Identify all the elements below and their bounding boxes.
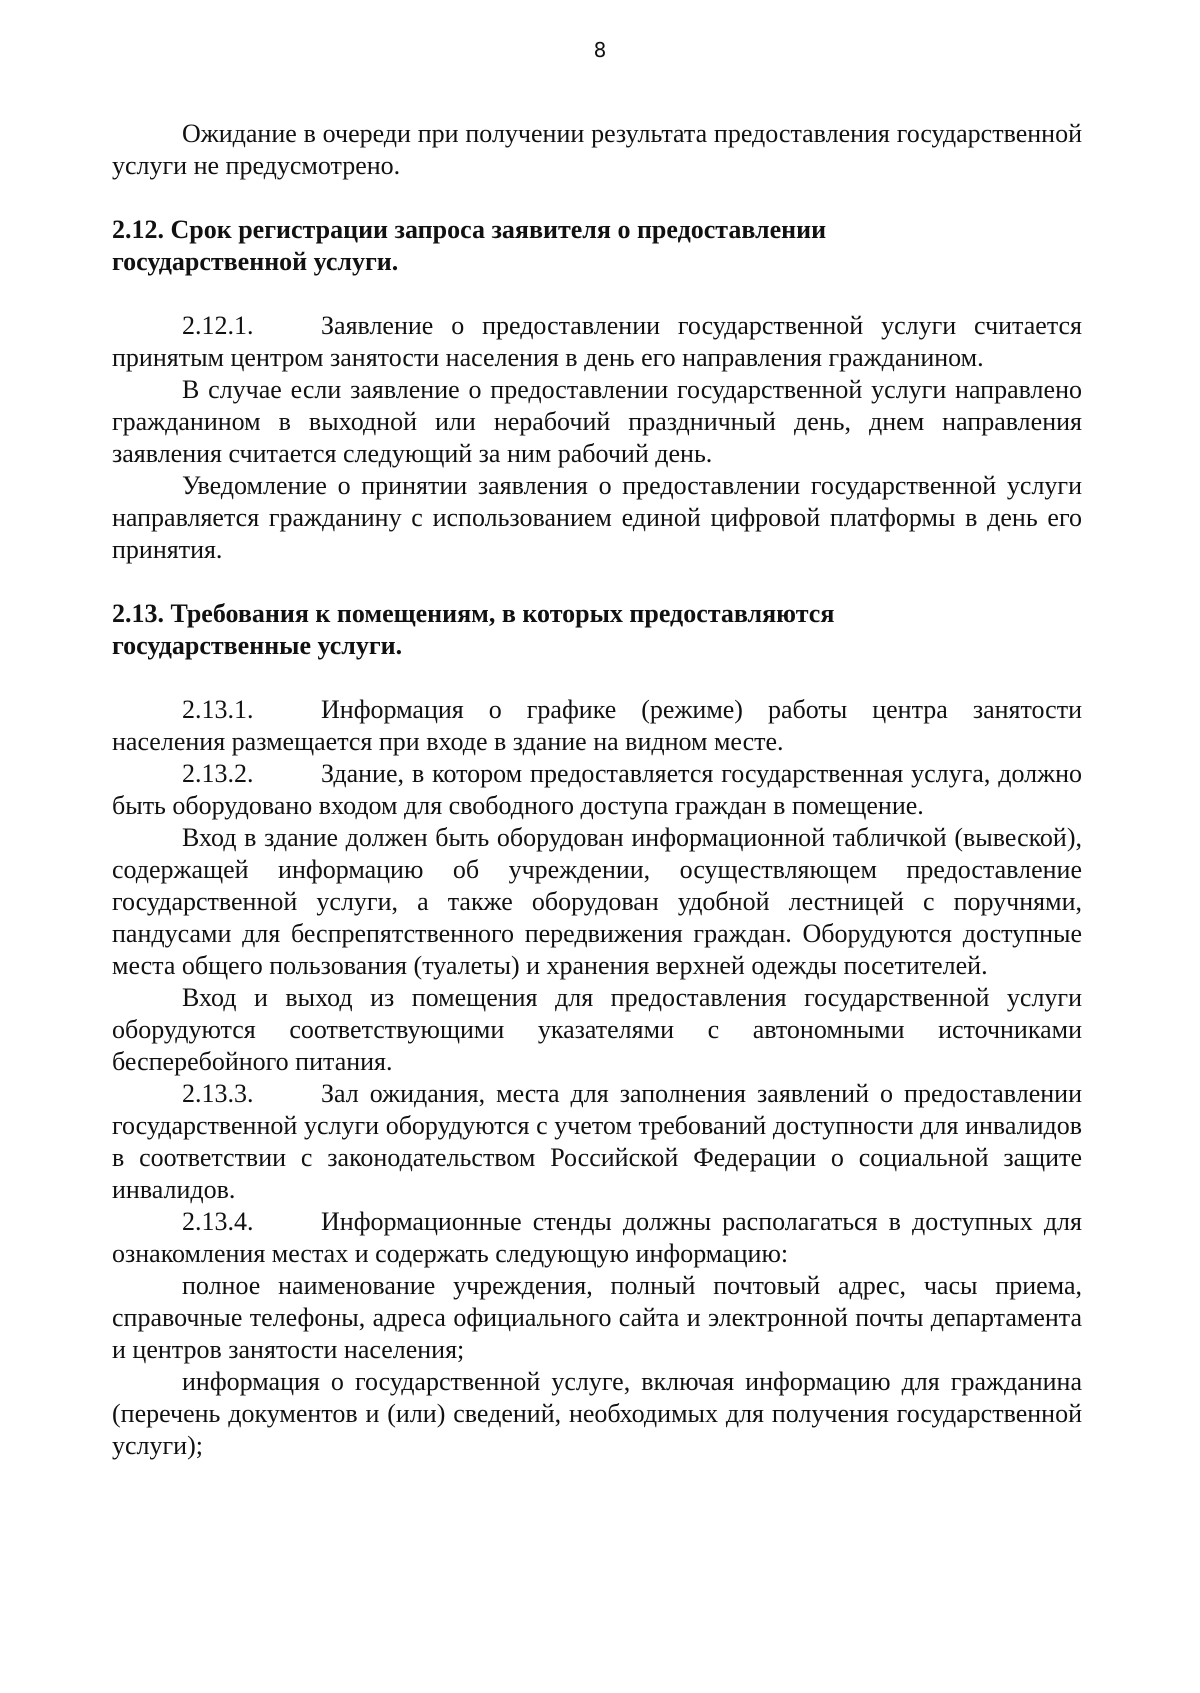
paragraph-service-info: информация о государственной услуге, включая информацию для гражданина (перечень документов и (или) сведений, необходимых для получения государственной услуги); — [112, 1367, 1082, 1460]
paragraph-notification: Уведомление о принятии заявления о предоставлении государственной услуги направляется гражданину с использованием единой цифровой платформы в день его принятия. — [112, 471, 1082, 564]
clause-number: 2.13.1. — [182, 695, 254, 724]
paragraph-entrance-exit: Вход и выход из помещения для предоставления государственной услуги оборудуются соответствующими указателями с автономными источниками бесперебойного питания. — [112, 983, 1082, 1076]
clause-number: 2.13.3. — [182, 1079, 254, 1108]
spacer — [112, 278, 1082, 310]
paragraph-2-12-1 — [112, 310, 1082, 374]
paragraph-holiday-rule: В случае если заявление о предоставлении государственной услуги направлено гражданином в выходной или нерабочий праздничный день, днем направления заявления считается следующий за ним рабочий день. — [112, 375, 1082, 468]
spacer — [112, 662, 1082, 694]
clause-text: Информация о графике (режиме) работы центра занятости населения размещается при входе в здание на видном месте. — [112, 695, 1082, 756]
section-heading-2-13-line1: 2.13. Требования к помещениям, в которых предоставляются — [112, 599, 835, 628]
spacer — [112, 182, 1082, 214]
clause-number: 2.12.1. — [182, 311, 254, 340]
clause-text: Зал ожидания, места для заполнения заявлений о предоставлении государственной услуги оборудуются с учетом требований доступности для инвалидов в соответствии с законодательством Российской Федерации о социальной защите инвалидов. — [112, 1079, 1082, 1204]
page-content — [112, 118, 1082, 1462]
clause-text: Здание, в котором предоставляется государственная услуга, должно быть оборудовано входом для свободного доступа граждан в помещение. — [112, 759, 1082, 820]
paragraph-2-13-1 — [112, 694, 1082, 758]
paragraph-entrance-signage: Вход в здание должен быть оборудован информационной табличкой (вывеской), содержащей информацию об учреждении, осуществляющем предоставление государственной услуги, а также оборудован удобной лестницей с поручнями, пандусами для беспрепятственного передвижения граждан. Оборудуются доступные места общего пользования (туалеты) и хранения верхней одежды посетителей. — [112, 823, 1082, 980]
section-heading-2-12-line2: государственной услуги. — [112, 247, 399, 276]
clause-text: Заявление о предоставлении государственной услуги считается принятым центром занятости населения в день его направления гражданином. — [112, 311, 1082, 372]
paragraph-2-13-2 — [112, 758, 1082, 822]
clause-number: 2.13.4. — [182, 1207, 254, 1236]
paragraph-2-13-4 — [112, 1206, 1082, 1270]
section-heading-2-13-line2: государственные услуги. — [112, 631, 403, 660]
paragraph-institution-info: полное наименование учреждения, полный почтовый адрес, часы приема, справочные телефоны, адреса официального сайта и электронной почты департамента и центров занятости населения; — [112, 1271, 1082, 1364]
clause-number: 2.13.2. — [182, 759, 254, 788]
spacer — [112, 566, 1082, 598]
section-heading-2-12-line1: 2.12. Срок регистрации запроса заявителя о предоставлении — [112, 215, 827, 244]
page-number: 8 — [593, 38, 607, 62]
clause-text: Информационные стенды должны располагаться в доступных для ознакомления местах и содержать следующую информацию: — [112, 1207, 1082, 1268]
paragraph-2-13-3 — [112, 1078, 1082, 1206]
paragraph-queue-waiting: Ожидание в очереди при получении результата предоставления государственной услуги не предусмотрено. — [112, 119, 1082, 180]
